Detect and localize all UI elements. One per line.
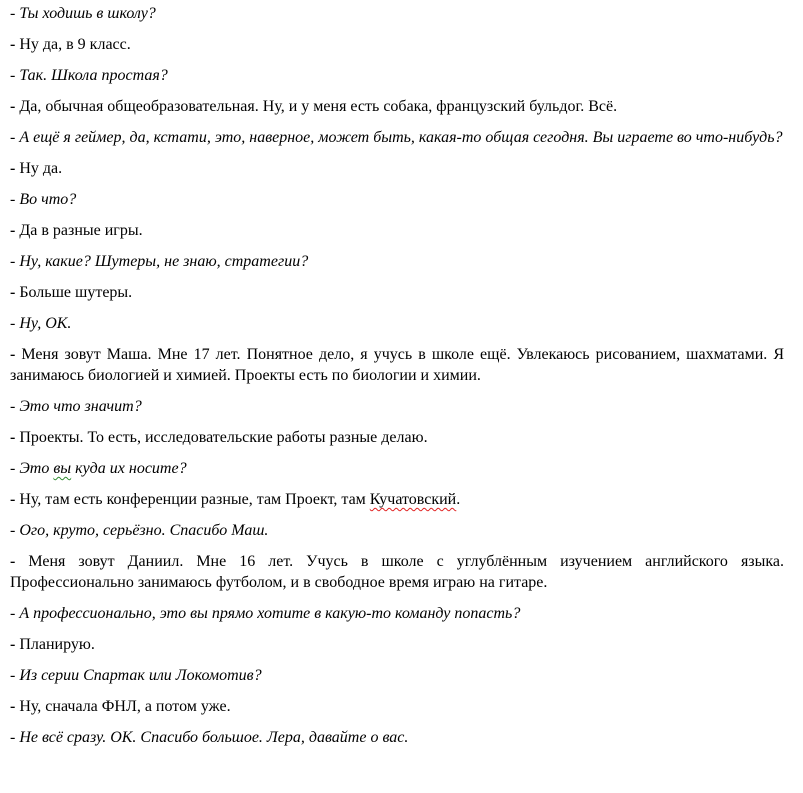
spelling-flagged-word[interactable]: Кучатовский bbox=[369, 491, 457, 508]
dash: - bbox=[10, 605, 16, 622]
interviewer-line bbox=[10, 189, 784, 210]
line-text: Ого, круто, серьёзно. Спасибо Маш. bbox=[19, 522, 269, 539]
grammar-flagged-word[interactable]: вы bbox=[53, 460, 72, 477]
interviewer-line bbox=[10, 313, 784, 334]
line-text bbox=[19, 491, 460, 508]
dash: - bbox=[10, 191, 16, 208]
dash: - bbox=[10, 553, 16, 570]
line-text: Больше шутеры. bbox=[19, 284, 133, 301]
line-text: Ты ходишь в школу? bbox=[19, 5, 156, 22]
line-text bbox=[19, 460, 186, 477]
line-text: Не всё сразу. ОК. Спасибо большое. Лера, давайте о вас. bbox=[19, 729, 409, 746]
line-text: Так. Школа простая? bbox=[19, 67, 168, 84]
dash: - bbox=[10, 36, 16, 53]
respondent-line bbox=[10, 489, 784, 510]
dash: - bbox=[10, 522, 16, 539]
line-text-after: куда их носите? bbox=[71, 460, 187, 477]
dash: - bbox=[10, 429, 16, 446]
respondent-line bbox=[10, 427, 784, 448]
dash: - bbox=[10, 315, 16, 332]
dash: - bbox=[10, 667, 16, 684]
interviewer-line bbox=[10, 127, 784, 148]
interviewer-line bbox=[10, 458, 784, 479]
interviewer-line bbox=[10, 603, 784, 624]
line-text: А профессионально, это вы прямо хотите в какую-то команду попасть? bbox=[19, 605, 521, 622]
line-text: Ну да. bbox=[19, 160, 63, 177]
line-text: Из серии Спартак или Локомотив? bbox=[19, 667, 262, 684]
respondent-line bbox=[10, 282, 784, 303]
line-text: Меня зовут Маша. Мне 17 лет. Понятное дело, я учусь в школе ещё. Увлекаюсь рисованием, шахматами. Я занимаюсь биологией и химией. Проекты есть по биологии и химии. bbox=[10, 346, 785, 384]
dash: - bbox=[10, 222, 16, 239]
dash: - bbox=[10, 346, 16, 363]
respondent-line bbox=[10, 634, 784, 655]
dash: - bbox=[10, 491, 16, 508]
dash: - bbox=[10, 398, 16, 415]
respondent-line bbox=[10, 158, 784, 179]
respondent-line bbox=[10, 34, 784, 55]
respondent-line bbox=[10, 551, 784, 593]
line-text: Да в разные игры. bbox=[19, 222, 143, 239]
line-text: Во что? bbox=[19, 191, 77, 208]
dash: - bbox=[10, 160, 16, 177]
dash: - bbox=[10, 284, 16, 301]
line-text: А ещё я геймер, да, кстати, это, наверное, может быть, какая-то общая сегодня. Вы играете во что-нибудь? bbox=[19, 129, 783, 146]
dash: - bbox=[10, 98, 16, 115]
line-text-before: Ну, там есть конференции разные, там Проект, там bbox=[19, 491, 370, 508]
interviewer-line bbox=[10, 396, 784, 417]
dash: - bbox=[10, 5, 16, 22]
dash: - bbox=[10, 698, 16, 715]
line-text: Это что значит? bbox=[19, 398, 142, 415]
line-text: Ну, ОК. bbox=[19, 315, 72, 332]
interviewer-line bbox=[10, 251, 784, 272]
dash: - bbox=[10, 253, 16, 270]
line-text: Планирую. bbox=[19, 636, 95, 653]
respondent-line bbox=[10, 696, 784, 717]
interviewer-line bbox=[10, 65, 784, 86]
dash: - bbox=[10, 129, 16, 146]
line-text: Ну да, в 9 класс. bbox=[19, 36, 131, 53]
line-text: Ну, сначала ФНЛ, а потом уже. bbox=[19, 698, 231, 715]
respondent-line bbox=[10, 344, 784, 386]
interviewer-line bbox=[10, 3, 784, 24]
dash: - bbox=[10, 67, 16, 84]
line-text: Ну, какие? Шутеры, не знаю, стратегии? bbox=[19, 253, 309, 270]
line-text: Проекты. То есть, исследовательские работы разные делаю. bbox=[19, 429, 428, 446]
interviewer-line bbox=[10, 665, 784, 686]
respondent-line bbox=[10, 220, 784, 241]
line-text-before: Это bbox=[19, 460, 54, 477]
line-text: Меня зовут Даниил. Мне 16 лет. Учусь в школе с углублённым изучением английского языка. Профессионально занимаюсь футболом, и в свободное время играю на гитаре. bbox=[10, 553, 785, 591]
line-text: Да, обычная общеобразовательная. Ну, и у меня есть собака, французский бульдог. Всё. bbox=[19, 98, 618, 115]
dash: - bbox=[10, 636, 16, 653]
line-text-after: . bbox=[456, 491, 461, 508]
dash: - bbox=[10, 729, 16, 746]
interviewer-line bbox=[10, 520, 784, 541]
dash: - bbox=[10, 460, 16, 477]
interviewer-line bbox=[10, 727, 784, 748]
document-page bbox=[10, 3, 784, 758]
respondent-line bbox=[10, 96, 784, 117]
